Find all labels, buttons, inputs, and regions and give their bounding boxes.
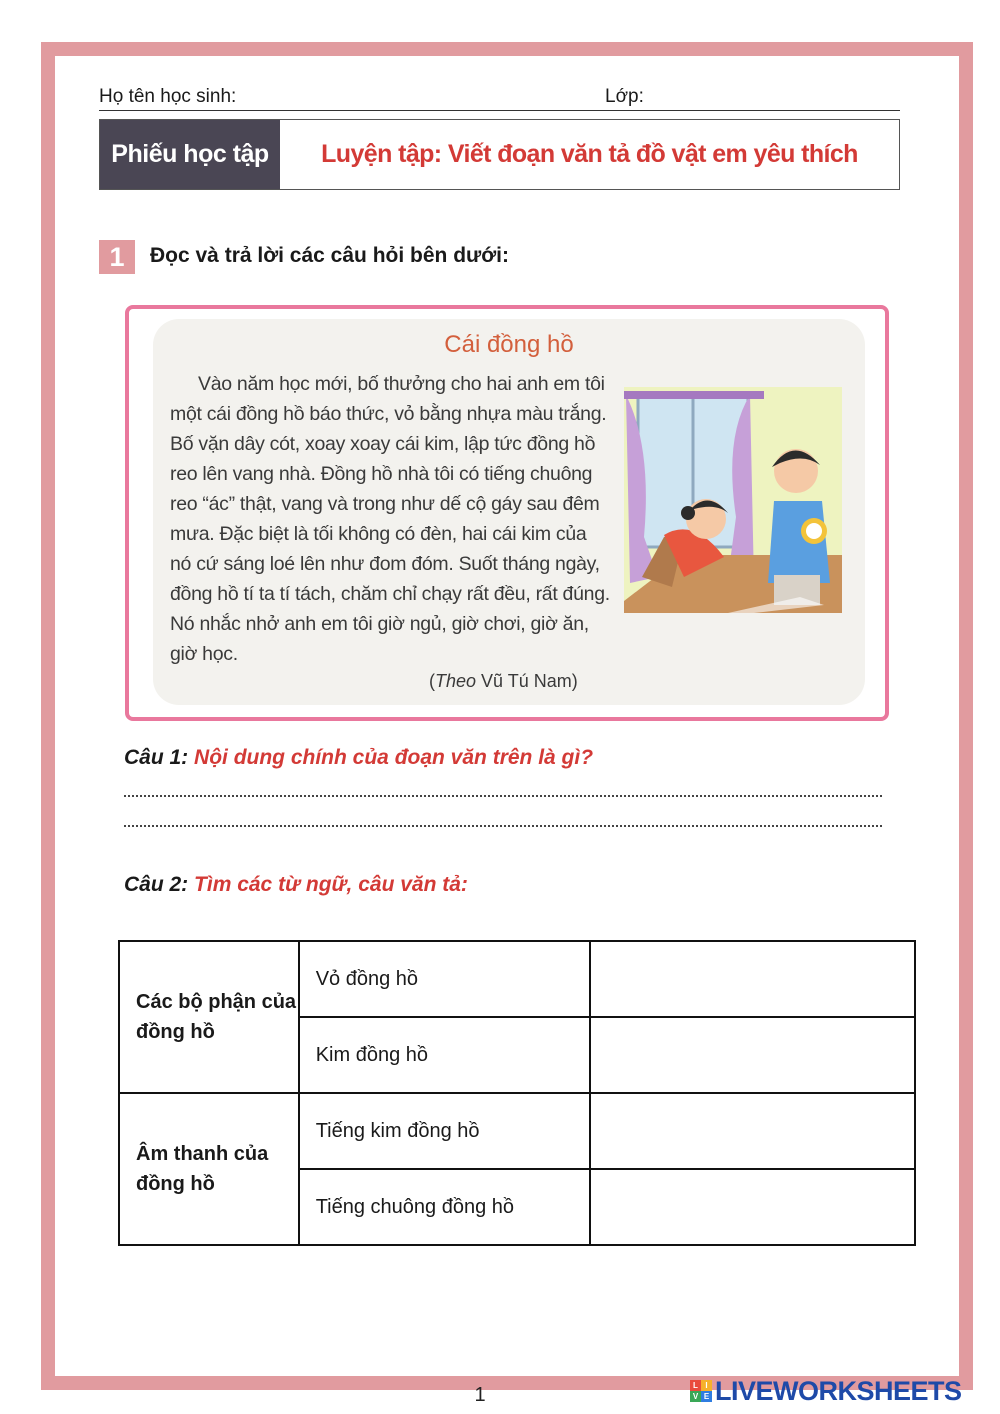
answer-cell-hand-sound[interactable] <box>590 1093 915 1169</box>
section-number: 1 <box>99 240 135 274</box>
answer-line-1[interactable] <box>124 795 882 797</box>
question-2 <box>124 873 468 897</box>
class-label: Lớp: <box>605 86 644 107</box>
logo-letter: I <box>701 1380 712 1391</box>
question-1 <box>124 746 593 770</box>
answer-table <box>118 940 916 1246</box>
page-number: 1 <box>474 1384 486 1406</box>
student-info-line <box>99 84 900 111</box>
table-row <box>119 941 915 1017</box>
worksheet-tag: Phiếu học tập <box>100 120 280 189</box>
question-2-label: Câu 2: <box>124 873 189 896</box>
title-bar <box>99 119 900 190</box>
worksheet-title: Luyện tập: Viết đoạn văn tả đồ vật em yêu thích <box>321 140 858 168</box>
answer-cell-clock-hands[interactable] <box>590 1017 915 1093</box>
liveworksheets-brand[interactable] <box>690 1376 962 1406</box>
question-1-label: Câu 1: <box>124 746 189 769</box>
section-instruction: Đọc và trả lời các câu hỏi bên dưới: <box>150 244 509 267</box>
reading-body: Vào năm học mới, bố thưởng cho hai anh em tôi một cái đồng hồ báo thức, vỏ bằng nhựa màu trắng. Bố vặn dây cót, xoay xoay cái kim, lập tức đồng hồ reo lên vang nhà. Đồng hồ nhà tôi có tiếng chuông reo “ác” thật, vang và trong như dế cộ gáy sau đêm mưa. Đặc biệt là tối không có đèn, hai cái kim của nó cứ sáng loé lên như đom đóm. Suốt tháng ngày, đồng hồ tí ta tí tách, chăm chỉ chạy rất đều, rất đúng. Nó nhắc nhở anh em tôi giờ ngủ, giờ chơi, giờ ăn, giờ học. <box>170 373 610 665</box>
reading-box <box>125 305 889 721</box>
author-name: Vũ Tú Nam <box>481 671 572 691</box>
liveworksheets-logo-icon <box>690 1380 712 1402</box>
answer-line-2[interactable] <box>124 825 882 827</box>
student-name-label: Họ tên học sinh: <box>99 86 237 107</box>
item-clock-case: Vỏ đồng hồ <box>299 941 590 1017</box>
author-prefix: Theo <box>435 671 477 691</box>
question-2-text: Tìm các từ ngữ, câu văn tả: <box>194 873 468 896</box>
answer-cell-clock-case[interactable] <box>590 941 915 1017</box>
group-sound-label: Âm thanh của đồng hồ <box>119 1093 299 1245</box>
table-row <box>119 1093 915 1169</box>
reading-author: (Theo Vũ Tú Nam) <box>429 671 578 691</box>
children-clock-illustration <box>624 387 842 613</box>
group-parts-label: Các bộ phận của đồng hồ <box>119 941 299 1093</box>
item-hand-sound: Tiếng kim đồng hồ <box>299 1093 590 1169</box>
item-clock-hands: Kim đồng hồ <box>299 1017 590 1093</box>
logo-letter: V <box>690 1391 701 1402</box>
reading-title: Cái đồng hồ <box>444 331 574 358</box>
item-bell-sound: Tiếng chuông đồng hồ <box>299 1169 590 1245</box>
logo-letter: E <box>701 1391 712 1402</box>
brand-wordmark: LIVEWORKSHEETS <box>715 1375 962 1406</box>
question-1-text: Nội dung chính của đoạn văn trên là gì? <box>194 746 594 769</box>
logo-letter: L <box>690 1380 701 1391</box>
answer-cell-bell-sound[interactable] <box>590 1169 915 1245</box>
